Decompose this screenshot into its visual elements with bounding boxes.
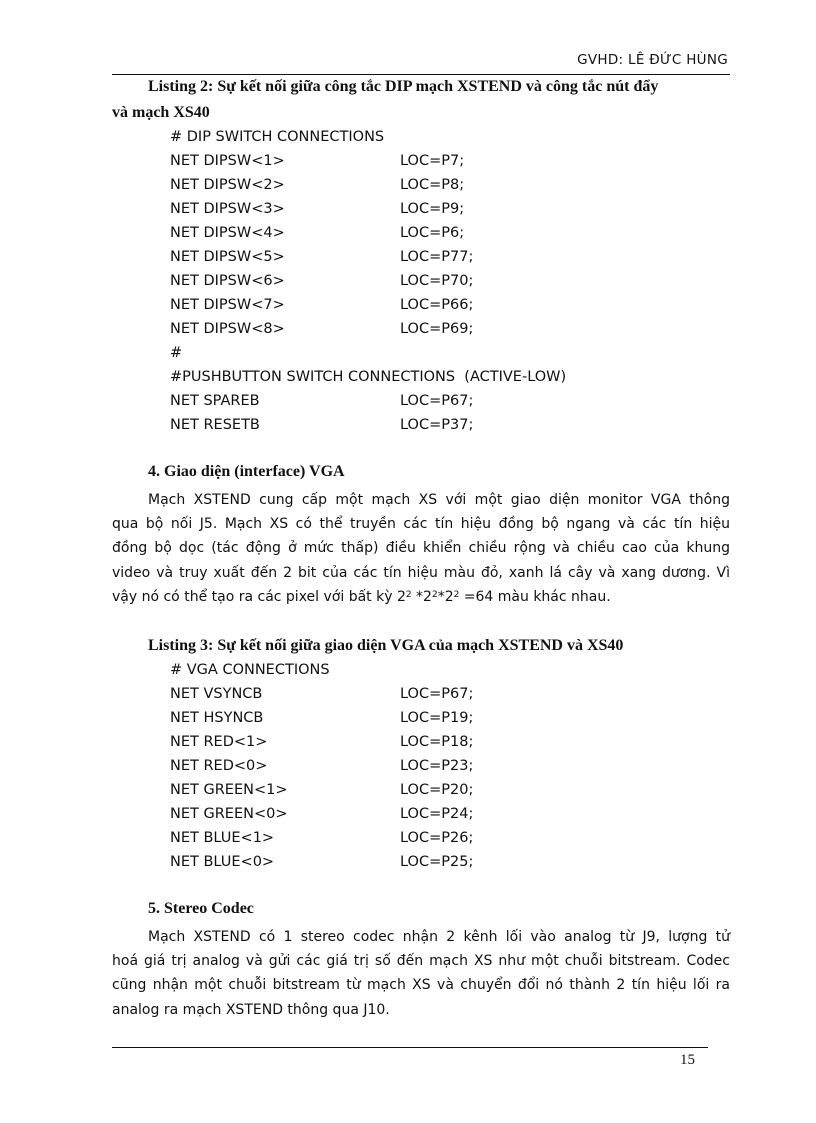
paragraph-line: video và truy xuất đến 2 bit của các tín hiệu màu đỏ, xanh lá cây và xang dương. Vì (112, 564, 730, 581)
text-fragment: =64 màu khác nhau. (459, 588, 611, 605)
net-loc: LOC=P70; (400, 273, 474, 289)
text-fragment: vậy nó có thể tạo ra các pixel với bất kỳ 2 (112, 588, 406, 605)
code-row (170, 850, 474, 874)
footer-rule (112, 1047, 708, 1048)
listing-2-title-line2: và mạch XS40 (112, 104, 210, 121)
net-loc: LOC=P66; (400, 297, 474, 313)
page-header: GVHD: LÊ ĐỨC HÙNG (577, 52, 728, 68)
section-5-paragraph (112, 925, 730, 1022)
net-loc: LOC=P6; (400, 225, 465, 241)
paragraph-line: analog ra mạch XSTEND thông qua J10. (112, 1001, 390, 1018)
section-4-heading: 4. Giao diện (interface) VGA (148, 463, 345, 480)
net-name: NET RED<0> (170, 758, 268, 774)
net-name: NET DIPSW<4> (170, 225, 285, 241)
net-name: NET DIPSW<3> (170, 201, 285, 217)
listing-3-code (170, 658, 474, 874)
net-loc: LOC=P19; (400, 710, 474, 726)
code-row (170, 317, 566, 341)
paragraph-line (112, 585, 730, 609)
net-name: NET VSYNCB (170, 686, 263, 702)
net-loc: LOC=P8; (400, 177, 465, 193)
listing-2-title-line1: Listing 2: Sự kết nối giữa công tắc DIP mạch XSTEND và công tắc nút đẩy (148, 78, 659, 95)
net-name: NET GREEN<1> (170, 782, 288, 798)
net-loc: LOC=P26; (400, 830, 474, 846)
listing-2-code (170, 125, 566, 437)
net-name: NET DIPSW<6> (170, 273, 285, 289)
net-loc: LOC=P69; (400, 321, 474, 337)
paragraph-line: Mạch XSTEND cung cấp một mạch XS với một giao diện monitor VGA thông (148, 492, 730, 508)
net-name: NET DIPSW<5> (170, 249, 285, 265)
net-loc: LOC=P20; (400, 782, 474, 798)
exponent: 2 (405, 589, 412, 600)
net-loc: LOC=P24; (400, 806, 474, 822)
net-loc: LOC=P9; (400, 201, 465, 217)
page-number: 15 (680, 1052, 695, 1068)
code-row (170, 682, 474, 706)
net-loc: LOC=P18; (400, 734, 474, 750)
net-name: NET DIPSW<2> (170, 177, 285, 193)
net-name: NET RED<1> (170, 734, 268, 750)
net-name: NET DIPSW<1> (170, 153, 285, 169)
listing-3-title: Listing 3: Sự kết nối giữa giao diện VGA của mạch XSTEND và XS40 (148, 637, 624, 654)
code-row (170, 706, 474, 730)
exponent: 2 (431, 589, 438, 600)
code-row (170, 389, 566, 413)
net-name: NET HSYNCB (170, 710, 264, 726)
code-comment: # DIP SWITCH CONNECTIONS (170, 129, 385, 145)
net-loc: LOC=P7; (400, 153, 465, 169)
text-fragment: *2 (411, 588, 432, 605)
code-comment: # (170, 345, 183, 361)
code-row (170, 413, 566, 437)
paragraph-line: cũng nhận một chuỗi bitstream từ mạch XS và chuyển đổi nó thành 2 tín hiệu lối ra (112, 977, 730, 994)
code-row (170, 754, 474, 778)
net-loc: LOC=P67; (400, 686, 474, 702)
paragraph-line: hoá giá trị analog và gửi các giá trị số đến mạch XS như một chuỗi bitstream. Codec (112, 953, 730, 970)
net-name: NET BLUE<1> (170, 830, 275, 846)
paragraph-line: Mạch XSTEND có 1 stereo codec nhận 2 kênh lối vào analog từ J9, lượng tử (148, 929, 730, 945)
net-loc: LOC=P77; (400, 249, 474, 265)
code-row (170, 730, 474, 754)
net-name: NET GREEN<0> (170, 806, 288, 822)
code-row (170, 802, 474, 826)
code-row (170, 149, 566, 173)
paragraph-line: qua bộ nối J5. Mạch XS có thể truyền các tín hiệu đồng bộ ngang và các tín hiệu (112, 516, 730, 533)
net-loc: LOC=P67; (400, 393, 474, 409)
code-row (170, 293, 566, 317)
exponent: 2 (453, 589, 460, 600)
net-loc: LOC=P23; (400, 758, 474, 774)
code-row (170, 245, 566, 269)
code-comment: # VGA CONNECTIONS (170, 662, 330, 678)
net-name: NET RESETB (170, 417, 260, 433)
code-comment: #PUSHBUTTON SWITCH CONNECTIONS (ACTIVE-LOW) (170, 369, 567, 385)
paragraph-line: đồng bộ dọc (tác động ở mức thấp) điều khiển chiều rộng và chiều cao của khung (112, 540, 730, 557)
net-name: NET BLUE<0> (170, 854, 275, 870)
net-name: NET SPAREB (170, 393, 260, 409)
net-name: NET DIPSW<7> (170, 297, 285, 313)
code-row (170, 197, 566, 221)
code-row (170, 269, 566, 293)
code-row (170, 173, 566, 197)
section-4-paragraph (112, 488, 730, 609)
code-row (170, 221, 566, 245)
code-row (170, 778, 474, 802)
section-5-heading: 5. Stereo Codec (148, 900, 254, 917)
text-fragment: *2 (437, 588, 454, 605)
net-loc: LOC=P25; (400, 854, 474, 870)
net-loc: LOC=P37; (400, 417, 474, 433)
net-name: NET DIPSW<8> (170, 321, 285, 337)
listing-2-title (112, 74, 732, 126)
code-row (170, 826, 474, 850)
